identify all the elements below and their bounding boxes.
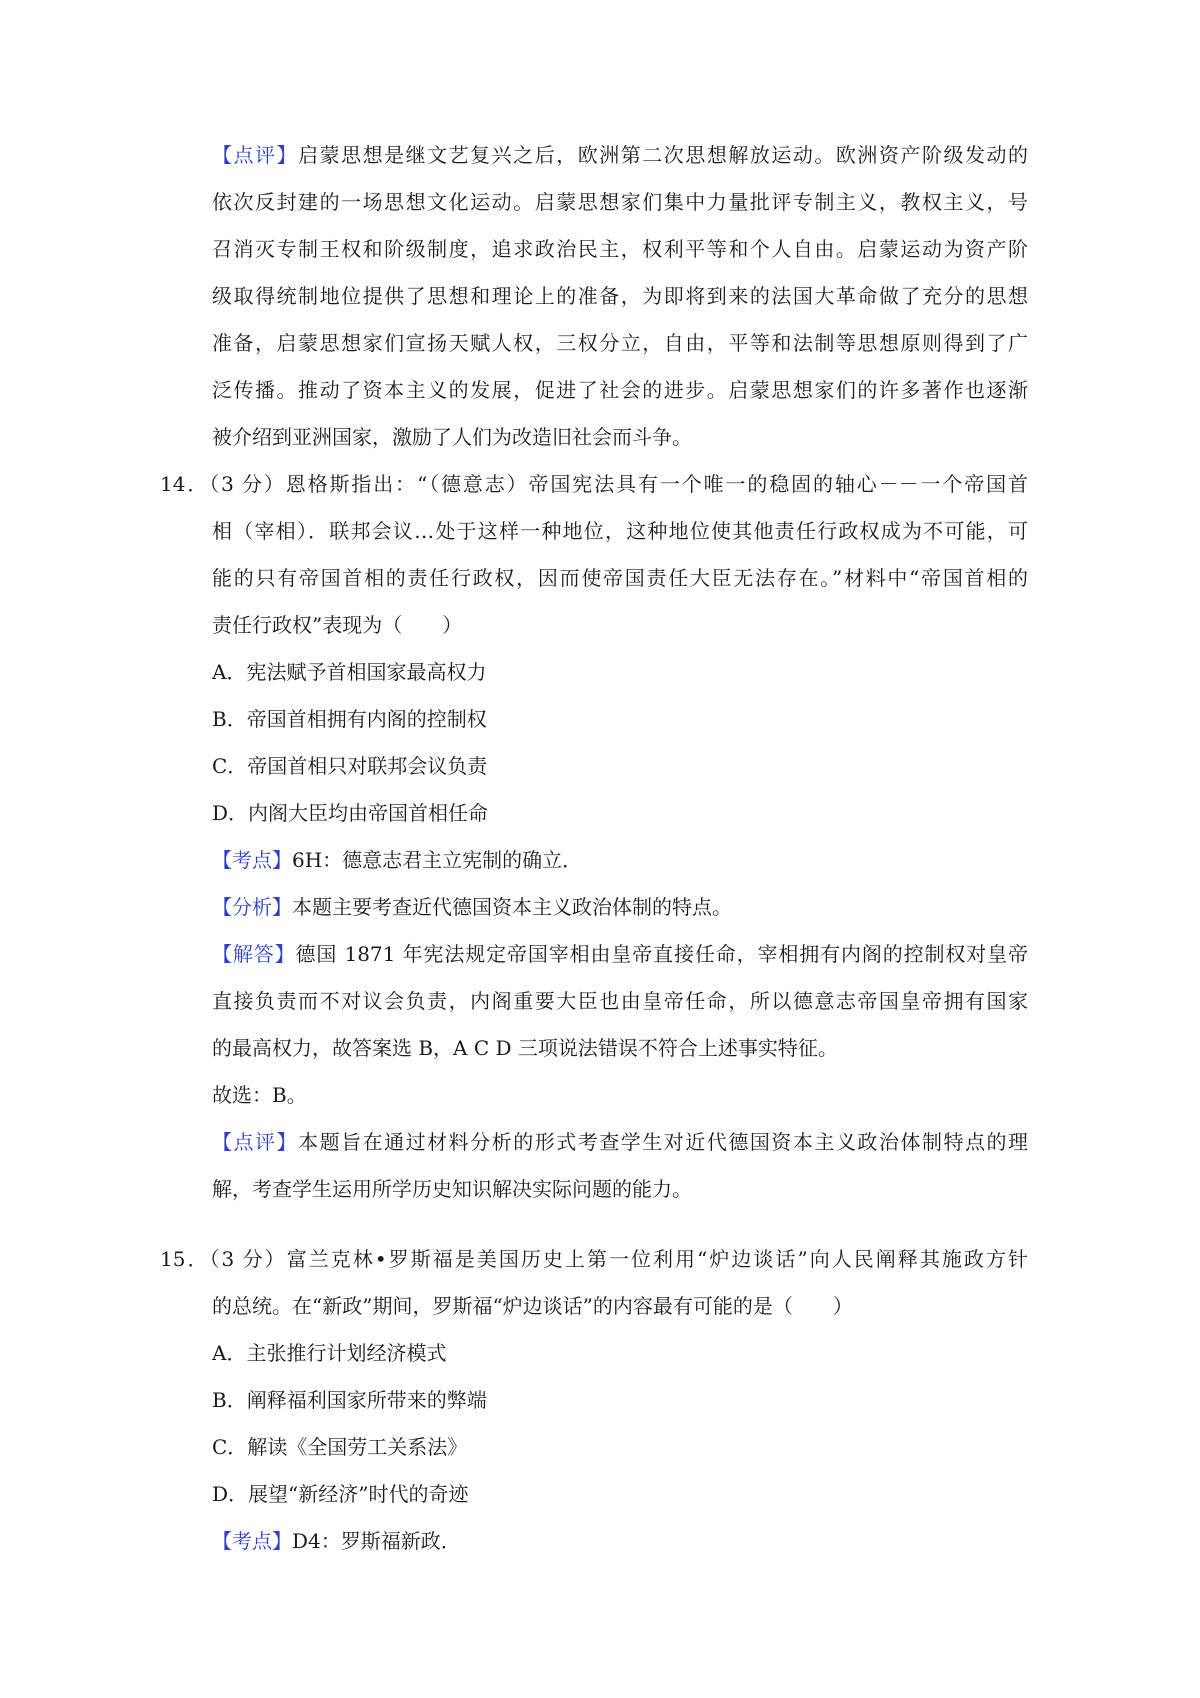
question-stem-line: 责任行政权”表现为（ ） [212,613,463,637]
kaodian: 【考点】6H：德意志君主立宪制的确立． [212,848,583,872]
option-a: A．主张推行计划经济模式 [212,1341,447,1365]
question-stem-line: 的总统。在“新政”期间，罗斯福“炉边谈话”的内容最有可能的是（ ） [212,1294,853,1318]
option-c: C．解读《全国劳工关系法》 [212,1435,468,1459]
question-stem-line: 相（宰相）．联邦会议…处于这样一种地位，这种地位使其他责任行政权成为不可能，可 [212,519,1028,543]
review-line: 依次反封建的一场思想文化运动。启蒙思想家们集中力量批评专制主义，教权主义，号 [212,190,1028,214]
jieda-line: 的最高权力，故答案选 B，A C D 三项说法错误不符合上述事实特征。 [212,1036,838,1060]
review-tag: 【点评】 [212,143,299,167]
review-13 [212,132,1028,461]
answer: 故选：B。 [212,1083,307,1107]
fenxi: 【分析】本题主要考查近代德国资本主义政治体制的特点。 [212,895,732,919]
jieda-line: 【解答】德国 1871 年宪法规定帝国宰相由皇帝直接任命，宰相拥有内阁的控制权对皇帝 [212,942,1028,966]
question-15 [160,1236,1028,1565]
review-line: 级取得统制地位提供了思想和理论上的准备，为即将到来的法国大革命做了充分的思想 [212,284,1028,308]
kaodian-tag: 【考点】 [212,1529,292,1553]
dianping-line: 【点评】本题旨在通过材料分析的形式考查学生对近代德国资本主义政治体制特点的理 [212,1130,1028,1154]
question-stem-line: 15．（3 分）富兰克林•罗斯福是美国历史上第一位利用“炉边谈话”向人民阐释其施政方针 [160,1247,1028,1271]
review-line: 召消灭专制王权和阶级制度，追求政治民主，权利平等和个人自由。启蒙运动为资产阶 [212,237,1028,261]
question-stem-line: 能的只有帝国首相的责任行政权，因而使帝国责任大臣无法存在。”材料中“帝国首相的 [212,566,1028,590]
option-d: D．展望“新经济”时代的奇迹 [212,1482,469,1506]
jieda-line: 直接负责而不对议会负责，内阁重要大臣也由皇帝任命，所以德意志帝国皇帝拥有国家 [212,989,1028,1013]
option-a: A．宪法赋予首相国家最高权力 [212,660,487,684]
jieda-tag: 【解答】 [212,942,296,966]
review-line: 泛传播。推动了资本主义的发展，促进了社会的进步。启蒙思想家们的许多著作也逐渐 [212,378,1028,402]
question-stem-line: 14．（3 分）恩格斯指出：“（德意志）帝国宪法具有一个唯一的稳固的轴心－－一个帝国首 [160,472,1028,496]
option-d: D．内阁大臣均由帝国首相任命 [212,801,489,825]
fenxi-tag: 【分析】 [212,895,292,919]
dianping-line: 解，考查学生运用所学历史知识解决实际问题的能力。 [212,1177,692,1201]
option-c: C．帝国首相只对联邦会议负责 [212,754,488,778]
kaodian: 【考点】D4：罗斯福新政． [212,1529,461,1553]
review-line: 准备，启蒙思想家们宣扬天赋人权，三权分立，自由，平等和法制等思想原则得到了广 [212,331,1028,355]
dianping-tag: 【点评】 [212,1130,299,1154]
kaodian-tag: 【考点】 [212,848,292,872]
review-line: 【点评】启蒙思想是继文艺复兴之后，欧洲第二次思想解放运动。欧洲资产阶级发动的 [212,143,1028,167]
question-14 [160,461,1028,1213]
option-b: B．阐释福利国家所带来的弊端 [212,1388,487,1412]
option-b: B．帝国首相拥有内阁的控制权 [212,707,487,731]
review-line: 被介绍到亚洲国家，激励了人们为改造旧社会而斗争。 [212,425,692,449]
